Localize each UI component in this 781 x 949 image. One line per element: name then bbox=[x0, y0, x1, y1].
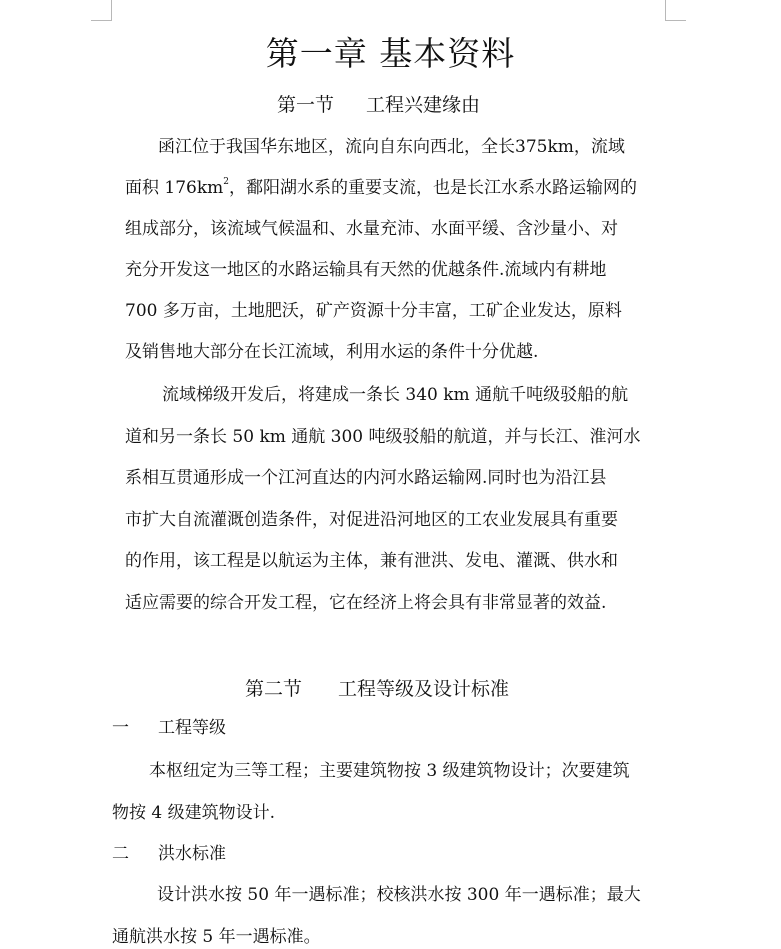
paragraph-line: 适应需要的综合开发工程，它在经济上将会具有非常显著的效益. bbox=[125, 593, 607, 613]
paragraph-line: 函江位于我国华东地区，流向自东向西北，全长375km，流域 bbox=[158, 137, 625, 157]
paragraph-line: 道和另一条长 50 km 通航 300 吨级驳船的航道，并与长江、淮河水 bbox=[125, 427, 641, 447]
section-2-heading bbox=[245, 676, 509, 702]
subsection-1-heading bbox=[112, 716, 226, 740]
paragraph-line: 市扩大自流灌溉创造条件，对促进沿河地区的工农业发展具有重要 bbox=[125, 510, 618, 530]
section-2-number: 第二节 bbox=[245, 678, 303, 700]
crop-mark-top-right bbox=[665, 0, 686, 21]
paragraph-line: 设计洪水按 50 年一遇标准；校核洪水按 300 年一遇标准；最大 bbox=[157, 885, 641, 905]
superscript: 2 bbox=[223, 177, 230, 187]
section-1-heading bbox=[277, 92, 480, 118]
paragraph-line: 充分开发这一地区的水路运输具有天然的优越条件.流域内有耕地 bbox=[125, 260, 607, 280]
chapter-title: 第一章 基本资料 bbox=[265, 34, 516, 73]
paragraph-line: 的作用，该工程是以航运为主体，兼有泄洪、发电、灌溉、供水和 bbox=[125, 551, 618, 571]
paragraph-line: 700 多万亩，土地肥沃，矿产资源十分丰富，工矿企业发达，原料 bbox=[125, 301, 622, 321]
subsection-2-heading bbox=[112, 842, 226, 866]
paragraph-line: 通航洪水按 5 年一遇标准。 bbox=[112, 927, 321, 947]
subsection-title: 工程等级 bbox=[158, 718, 226, 738]
paragraph-line: 及销售地大部分在长江流域，利用水运的条件十分优越. bbox=[125, 342, 539, 362]
paragraph-line: 系相互贯通形成一个江河直达的内河水路运输网.同时也为沿江县 bbox=[125, 468, 607, 488]
paragraph-line: 流域梯级开发后，将建成一条长 340 km 通航千吨级驳船的航 bbox=[162, 385, 629, 405]
subsection-number: 二 bbox=[112, 844, 129, 864]
crop-mark-top-left bbox=[91, 0, 112, 21]
paragraph-line: 组成部分，该流域气候温和、水量充沛、水面平缓、含沙量小、对 bbox=[125, 219, 618, 239]
section-1-title: 工程兴建缘由 bbox=[366, 94, 481, 116]
section-1-number: 第一节 bbox=[277, 94, 335, 116]
subsection-number: 一 bbox=[112, 718, 129, 738]
paragraph-line: 本枢纽定为三等工程；主要建筑物按 3 级建筑物设计；次要建筑 bbox=[149, 761, 630, 781]
section-2-title: 工程等级及设计标准 bbox=[338, 678, 510, 700]
subsection-title: 洪水标准 bbox=[158, 844, 226, 864]
paragraph-line: 面积 $176km^2$，鄱阳湖水系的重要支流，也是长江水系水路运输网的 bbox=[125, 177, 638, 198]
paragraph-line: 物按 4 级建筑物设计. bbox=[112, 803, 276, 823]
